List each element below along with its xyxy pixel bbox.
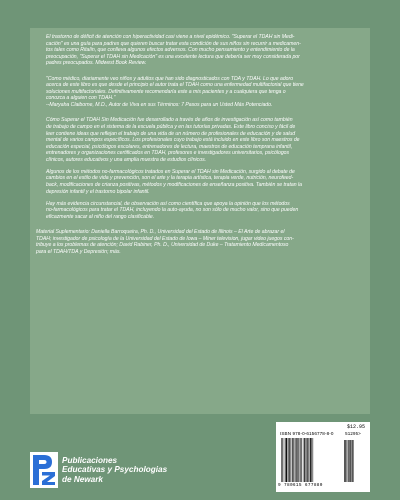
barcode-bar [352,440,353,482]
barcode-bar [344,440,345,482]
barcode-digits: 9 780615 677880 [278,483,323,488]
barcode-bar [310,438,311,482]
barcode-bar [290,438,291,482]
text-line: educación especial, psicólogos escolares, entrenadores de lectura, maestros de educación temprana infantil, [46,143,293,150]
barcode-bar [350,440,351,482]
text-line: cambios en el estilo de vida y prevención, son el arte y la terapia artística, terapia verde, nutrición, neurofeed- [46,175,294,182]
barcode-addon-digits: 51295> [345,432,361,437]
description-paragraph [36,76,364,109]
barcode-bar [282,438,283,482]
barcode-bar [286,438,287,482]
barcode-bar [311,438,312,482]
barcode-bar [300,438,301,482]
publisher-logo-icon [30,452,58,488]
description-paragraph [36,229,364,255]
text-line: "Como médico, diariamente veo niños y adultos que han sido diagnosticados con TDA y TDAH. Lo que adoro [46,75,294,82]
barcode-bar [353,440,354,482]
text-line: Hay más evidencia circunstancial, de observación así como científica que apoya la opinión que los métodos [46,200,290,207]
text-line: soluciones multifactoriales. Definitivamente recomendaría este a mis pacientes y a cualquiera que tenga o [46,88,286,95]
barcode-bar [296,438,297,482]
publisher-name-line3: de Newark [62,474,103,484]
description-paragraph [36,169,364,195]
publisher-imprint [30,452,220,488]
text-line: tos tales como Ritalín, que conlleva algunos efectos adversos. Con mucho pensamiento y entendimiento de la [46,47,295,54]
description-paragraph [36,117,364,163]
barcode-bar [292,438,293,482]
text-line: para el TDAH/TDA y Depresión; más. [36,248,121,255]
text-line: conozca a alguien con TDAH." [46,95,116,102]
text-line: eficazmente sacar al niño del rango clasificable. [46,213,155,220]
publisher-name-line2: Educativas y Psychologias [62,465,168,475]
barcode-bar [288,438,289,482]
text-line: leer contiene ideas que reflejan el trabajo de una vida de un número de profesionales de educación y de salud [46,130,296,137]
text-line: acerca de este libro es que desde el principio el autor trata el TDAH como una enfermedad multifactorial que tiene [46,82,304,89]
description-paragraph [36,34,364,67]
barcode-bar [298,438,299,482]
publisher-name [62,456,167,484]
publisher-name-line1: Publicaciones [62,456,118,465]
text-line: El trastorno de déficit de atención con hiperactividad casi viene a nivel epidémico. "Superar el TDAH sin Medi- [46,34,295,40]
text-line: Material Suplementario: Daniella Barroqueira, Ph. D., Universidad del Estado de Illinois – El Arte de abrazar el [36,229,285,236]
barcode-bar [302,438,303,482]
text-line: cación" es una guía para padres que quieren buscar tratar esta condición de sus niños sin recurrir a medicamen- [46,40,301,47]
text-line: --Maryaha Claiborne, M.D., Autor de Viva en sus Términos: 7 Pasos para un Usted Más Potenciado. [46,101,273,108]
text-line: TDAH; investigador de psicología de la Universidad del Estado de Iowa – Miner television, jugar video juegos con- [36,235,294,242]
barcode-bar [345,440,346,482]
text-line: preocupación, "Superar el TDAH sin Medicación" es una excelente lectura que debería ser muy considerada por [46,53,300,60]
barcode-icon [281,438,341,482]
text-line: back, modificaciones de crianza positivas, métodos y modificaciones de enseñanza positiva. También se tratan la [46,181,302,188]
text-line: mental de varios campos específicos. Los profesionales cuyo trabajo está incluido en este libro son maestros de [46,137,300,144]
barcode-box [276,422,370,492]
text-line: no-farmacológicos para tratar el TDAH, incluyendo la auto-ayuda, no son sólo de mucho valor, sino que pueden [46,207,299,214]
text-line: tribuye a los problemas de atención; David Rabiner, Ph. D., Universidad de Duke – Tratamiento Medicamentoso [36,242,289,249]
description-panel [30,28,370,414]
barcode-bar [281,438,282,482]
text-line: depresión infantil y el trastorno bipolar infantil. [46,188,150,195]
text-line: Cómo Superar el TDAH Sin Medicación fue desarrollado a través de años de investigación así como también [46,117,293,124]
description-paragraph [36,201,364,221]
text-line: Algunos de los métodos no-farmacológicos tratados en Superar el TDAH sin Medicación, surgido al debate de [46,168,295,175]
barcode-bar [351,440,352,482]
text-line: entrenadores y organizaciones certificados en TDAH, profesores e investigadores universitarios, psicólogos [46,150,290,157]
price-label: $12.95 [346,424,365,430]
isbn-label: ISBN 978-0-6156778-8-0 [280,431,334,436]
barcode-bar [285,438,286,482]
barcode-bar [308,438,309,482]
text-line: padres preocupados. Midwest Book Review. [46,60,147,67]
barcode-bar [293,438,294,482]
text-line: de trabajo de campo en el sistema de la escuela pública y en las tutorías privadas. Este libro conciso y fácil de [46,124,296,131]
barcode-bar [348,440,349,482]
barcode-addon-icon [344,440,366,482]
barcode-bar [307,438,308,482]
barcode-bar [304,438,305,482]
barcode-bar [297,438,298,482]
barcode-bar [313,438,314,482]
text-line: clínicos, autores educativos y una amplia muestra de estudios clínicos. [46,156,207,163]
